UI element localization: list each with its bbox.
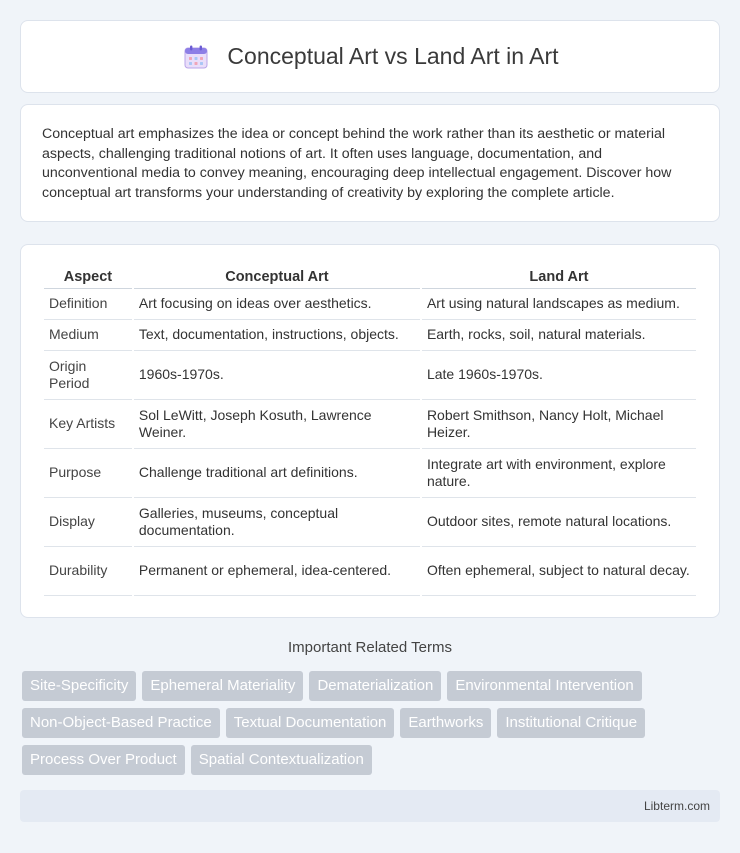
row-conceptual-art: Permanent or ephemeral, idea-centered. bbox=[134, 547, 420, 596]
related-terms-list bbox=[22, 671, 722, 775]
row-conceptual-art: Sol LeWitt, Joseph Kosuth, Lawrence Weiner. bbox=[134, 400, 420, 449]
row-aspect: Medium bbox=[44, 320, 132, 351]
row-aspect: Display bbox=[44, 498, 132, 547]
column-header-land-art: Land Art bbox=[422, 265, 696, 289]
row-aspect: Durability bbox=[44, 547, 132, 596]
row-land-art: Earth, rocks, soil, natural materials. bbox=[422, 320, 696, 351]
footer-brand-link[interactable]: Libterm.com bbox=[643, 799, 710, 813]
intro-text: Conceptual art emphasizes the idea or concept behind the work rather than its aesthetic or material aspects, challenging traditional notions of art. It often uses language, documentation, and unconventional media to convey meaning, encouraging deep intellectual engagement. Discover how conceptual art transforms your understanding of creativity by exploring the complete article. bbox=[42, 126, 672, 201]
table-row bbox=[44, 351, 696, 400]
table-row bbox=[44, 449, 696, 498]
table-row bbox=[44, 498, 696, 547]
comparison-table-card bbox=[20, 244, 720, 618]
related-term-tag[interactable]: Non-Object-Based Practice bbox=[22, 708, 220, 738]
related-term-tag[interactable]: Institutional Critique bbox=[497, 708, 645, 738]
related-term-tag[interactable]: Textual Documentation bbox=[226, 708, 395, 738]
related-terms-title: Important Related Terms bbox=[288, 639, 452, 656]
row-land-art: Integrate art with environment, explore nature. bbox=[422, 449, 696, 498]
intro-card bbox=[20, 104, 720, 222]
table-header-row bbox=[44, 265, 696, 289]
row-aspect: Key Artists bbox=[44, 400, 132, 449]
row-land-art: Art using natural landscapes as medium. bbox=[422, 289, 696, 320]
row-land-art: Late 1960s-1970s. bbox=[422, 351, 696, 400]
row-conceptual-art: Text, documentation, instructions, objects. bbox=[134, 320, 420, 351]
related-term-tag[interactable]: Site-Specificity bbox=[22, 671, 136, 701]
related-term-tag[interactable]: Environmental Intervention bbox=[447, 671, 641, 701]
header-card bbox=[20, 20, 720, 93]
table-row bbox=[44, 289, 696, 320]
related-term-tag[interactable]: Spatial Contextualization bbox=[191, 745, 372, 775]
column-header-aspect: Aspect bbox=[44, 265, 132, 289]
row-land-art: Outdoor sites, remote natural locations. bbox=[422, 498, 696, 547]
row-aspect: Definition bbox=[44, 289, 132, 320]
table-row bbox=[44, 320, 696, 351]
related-term-tag[interactable]: Ephemeral Materiality bbox=[142, 671, 303, 701]
related-term-tag[interactable]: Earthworks bbox=[400, 708, 491, 738]
row-aspect: Purpose bbox=[44, 449, 132, 498]
row-land-art: Robert Smithson, Nancy Holt, Michael Heizer. bbox=[422, 400, 696, 449]
table-row bbox=[44, 547, 696, 596]
comparison-table bbox=[42, 265, 698, 596]
column-header-conceptual-art: Conceptual Art bbox=[134, 265, 420, 289]
row-conceptual-art: Art focusing on ideas over aesthetics. bbox=[134, 289, 420, 320]
page-title: Conceptual Art vs Land Art in Art bbox=[227, 43, 559, 69]
table-row bbox=[44, 400, 696, 449]
related-term-tag[interactable]: Process Over Product bbox=[22, 745, 185, 775]
footer bbox=[20, 790, 720, 822]
row-conceptual-art: 1960s-1970s. bbox=[134, 351, 420, 400]
related-term-tag[interactable]: Dematerialization bbox=[309, 671, 441, 701]
row-conceptual-art: Challenge traditional art definitions. bbox=[134, 449, 420, 498]
row-aspect: Origin Period bbox=[44, 351, 132, 400]
row-land-art: Often ephemeral, subject to natural decay. bbox=[422, 547, 696, 596]
calendar-icon bbox=[181, 42, 211, 72]
row-conceptual-art: Galleries, museums, conceptual documentation. bbox=[134, 498, 420, 547]
